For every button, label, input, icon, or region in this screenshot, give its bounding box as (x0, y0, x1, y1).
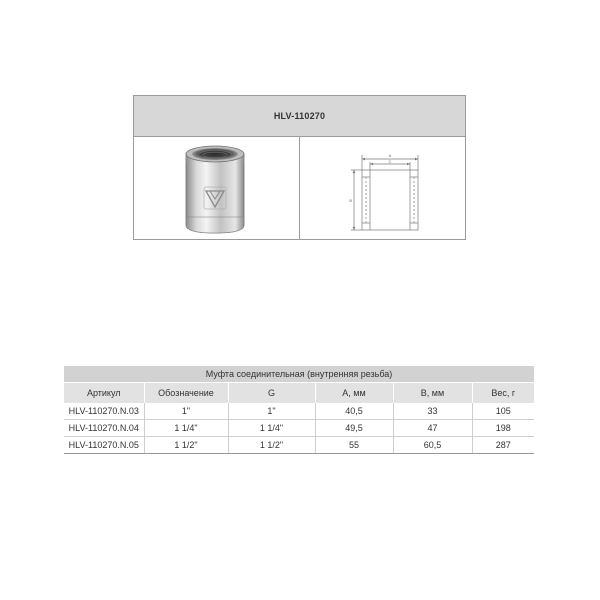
table-cell-a: 49,5 (315, 420, 393, 437)
table-cell-g: 1 1/2" (228, 437, 315, 454)
table-cell-a: 40,5 (315, 403, 393, 420)
product-photo-cell (134, 137, 300, 240)
column-header-b: B, мм (393, 383, 472, 404)
table-row (64, 403, 534, 420)
product-card-body (134, 137, 465, 240)
table-cell-article: HLV-110270.N.04 (64, 420, 144, 437)
table-row (64, 420, 534, 437)
pipe-coupling-photo-icon (134, 137, 300, 240)
table-cell-weight: 105 (472, 403, 534, 420)
column-header-a: A, мм (315, 383, 393, 404)
pipe-coupling-technical-drawing-icon (300, 137, 466, 240)
table-caption-row (64, 366, 534, 383)
product-title: HLV-110270 (134, 96, 465, 137)
table-row (64, 437, 534, 454)
table-cell-b: 47 (393, 420, 472, 437)
table-cell-weight: 198 (472, 420, 534, 437)
column-header-g: G (228, 383, 315, 404)
drawing-label-b: B (349, 198, 352, 203)
table-cell-g: 1" (228, 403, 315, 420)
column-header-designation: Обозначение (144, 383, 228, 404)
table-cell-designation: 1 1/2" (144, 437, 228, 454)
column-header-weight: Вес, г (472, 383, 534, 404)
table-cell-designation: 1 1/4" (144, 420, 228, 437)
table-cell-b: 60,5 (393, 437, 472, 454)
column-header-article: Артикул (64, 383, 144, 404)
drawing-label-a: A (388, 153, 392, 158)
technical-drawing-cell (300, 137, 465, 240)
table-cell-a: 55 (315, 437, 393, 454)
table-cell-article: HLV-110270.N.03 (64, 403, 144, 420)
table-cell-designation: 1" (144, 403, 228, 420)
table-cell-g: 1 1/4" (228, 420, 315, 437)
spec-table (64, 366, 534, 454)
table-cell-weight: 287 (472, 437, 534, 454)
table-cell-b: 33 (393, 403, 472, 420)
table-header-row (64, 383, 534, 404)
table-cell-article: HLV-110270.N.05 (64, 437, 144, 454)
drawing-label-c: C (388, 159, 392, 164)
product-card (133, 95, 466, 240)
table-caption: Муфта соединительная (внутренняя резьба) (64, 366, 534, 383)
